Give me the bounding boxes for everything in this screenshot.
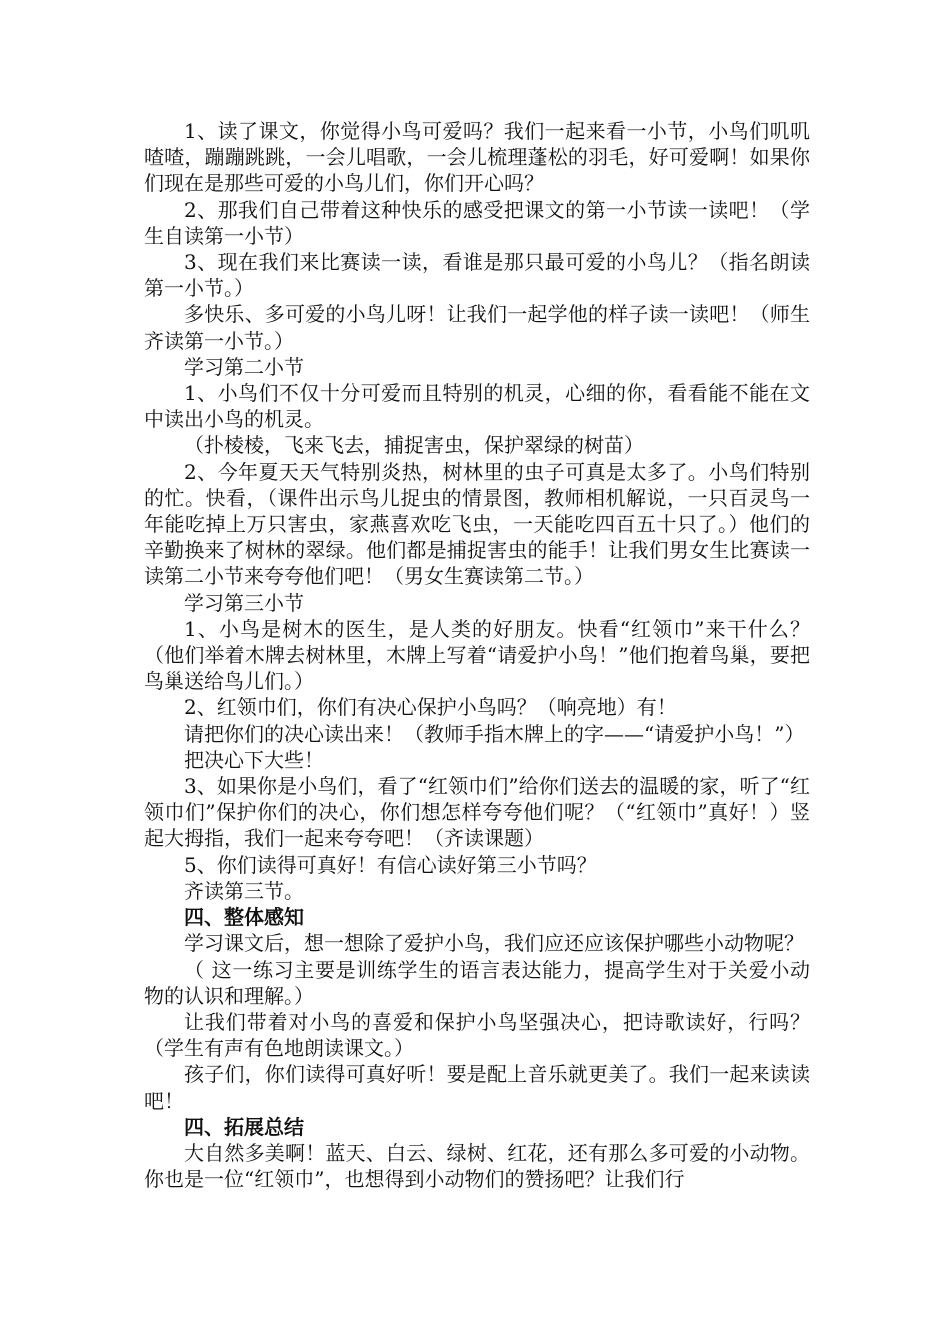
paragraph-1: 1、读了课文，你觉得小鸟可爱吗？我们一起来看一小节，小鸟们叽叽喳喳，蹦蹦跳跳，一会儿唱歌，一会儿梳理蓬松的羽毛，好可爱啊！如果你们现在是那些可爱的小鸟儿们，你们开心吗？ <box>144 119 810 196</box>
paragraph-7: 2、今年夏天天气特别炎热，树林里的虫子可真是太多了。小鸟们特别的忙。快看，（课件出示鸟儿捉虫的情景图，教师相机解说，一只百灵鸟一年能吃掉上万只害虫，家燕喜欢吃飞虫，一天能吃四百五十只了。）他们的辛勤换来了树林的翠绿。他们都是捕捉害虫的能手！让我们男女生比赛读一读第二小节来夸夸他们吧！（男女生赛读第二节。） <box>144 459 810 589</box>
paragraph-5: 1、小鸟们不仅十分可爱而且特别的机灵，心细的你，看看能不能在文中读出小鸟的机灵。 <box>144 381 810 432</box>
paragraph-8: 1、小鸟是树木的医生，是人类的好朋友。快看“红领巾”来干什么？（他们举着木牌去树林里，木牌上写着“请爱护小鸟！”他们抱着鸟巢，要把鸟巢送给鸟儿们。） <box>144 616 810 694</box>
paragraph-4: 多快乐、多可爱的小鸟儿呀！让我们一起学他的样子读一读吧！（师生齐读第一小节。） <box>144 302 810 353</box>
paragraph-17: 让我们带着对小鸟的喜爱和保护小鸟坚强决心，把诗歌读好，行吗？（学生有声有色地朗读课文。） <box>144 1009 810 1061</box>
paragraph-2: 2、那我们自己带着这种快乐的感受把课文的第一小节读一读吧！（学生自读第一小节） <box>144 197 810 248</box>
paragraph-3: 3、现在我们来比赛读一读，看谁是那只最可爱的小鸟儿？（指名朗读第一小节。） <box>144 250 810 301</box>
paragraph-18: 孩子们，你们读得可真好听！要是配上音乐就更美了。我们一起来读读吧！ <box>144 1062 810 1113</box>
paragraph-11: 把决心下大些！ <box>184 747 324 772</box>
section-heading-part-3: 学习第三小节 <box>184 590 304 615</box>
paragraph-12: 3、如果你是小鸟们，看了“红领巾们”给你们送去的温暖的家，听了“红领巾们”保护你们的决心，你们想怎样夸夸他们呢？（“红领巾”真好！）竖起大拇指，我们一起来夸夸吧！（齐读课题） <box>144 774 810 851</box>
paragraph-10: 请把你们的决心读出来！（教师手指木牌上的字——“请爱护小鸟！”） <box>184 721 805 746</box>
paragraph-19: 大自然多美啊！蓝天、白云、绿树、红花，还有那么多可爱的小动物。你也是一位“红领巾”，也想得到小动物们的赞扬吧？让我们行 <box>144 1140 810 1192</box>
paragraph-14: 齐读第三节。 <box>184 878 304 903</box>
paragraph-6: （扑棱棱，飞来飞去，捕捉害虫，保护翠绿的树苗） <box>184 433 644 458</box>
paragraph-9: 2、红领巾们，你们有决心保护小鸟吗？（响亮地）有！ <box>184 695 677 720</box>
paragraph-16: （ 这一练习主要是训练学生的语言表达能力，提高学生对于关爱小动物的认识和理解。） <box>144 957 810 1008</box>
paragraph-15: 学习课文后，想一想除了爱护小鸟，我们应还应该保护哪些小动物呢？ <box>184 931 804 956</box>
section-heading-part-2: 学习第二小节 <box>184 354 304 379</box>
heading-extension-summary: 四、拓展总结 <box>184 1114 304 1139</box>
paragraph-13: 5、你们读得可真好！有信心读好第三小节吗？ <box>184 852 597 877</box>
heading-overall-perception: 四、整体感知 <box>184 905 304 930</box>
document-page <box>144 118 810 1192</box>
